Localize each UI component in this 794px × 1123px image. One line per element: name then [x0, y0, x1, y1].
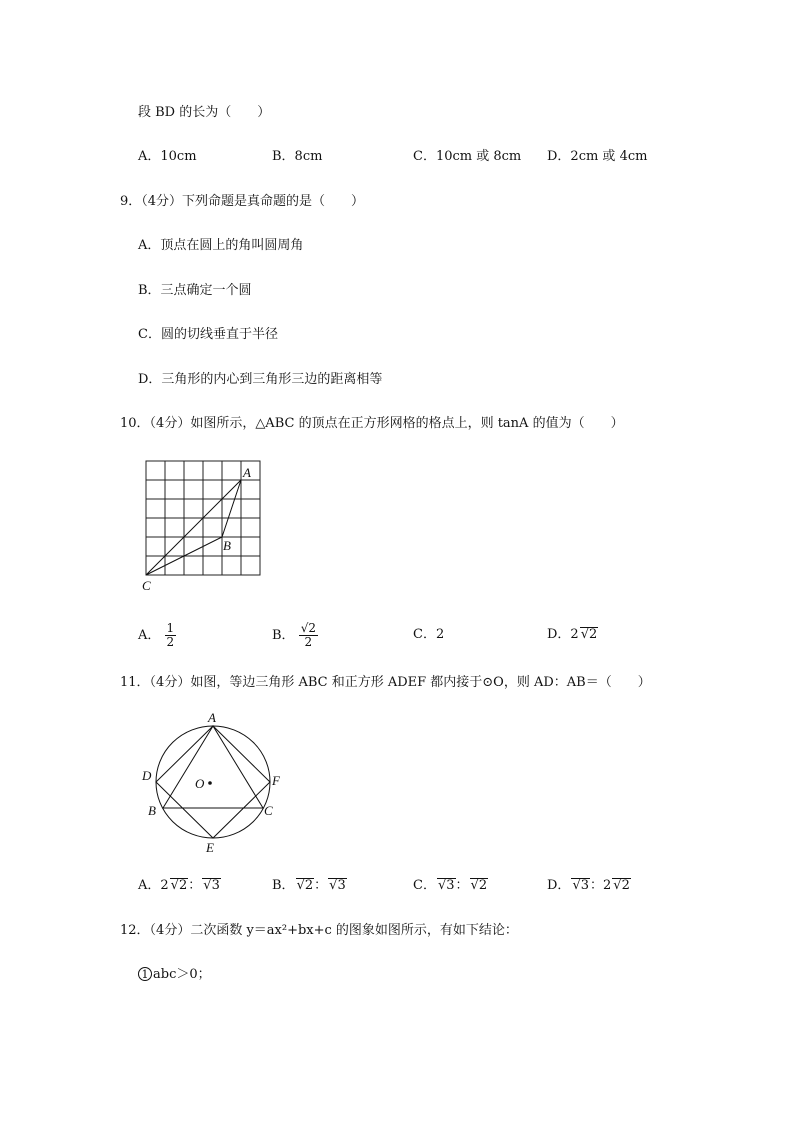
- q11-option-c-prefix: C．: [413, 878, 436, 893]
- q12-item-1-text: abc＞0；: [153, 967, 211, 982]
- q11-option-b-radicand1: 2: [304, 878, 314, 893]
- q11-label-b: B: [148, 803, 156, 818]
- q11-circle-o: [156, 726, 270, 838]
- q11-option-a-radicand2: 3: [211, 878, 220, 893]
- q11-option-a-sqrt1: √2: [170, 878, 188, 893]
- q11-option-a-sqrt2: √3: [203, 878, 220, 893]
- q10-label-c: C: [142, 578, 151, 593]
- q11-option-d-sqrt2: √2: [613, 878, 630, 893]
- q11-option-d-sqrt1: √3: [572, 878, 590, 893]
- q9-option-d-text: D．三角形的内心到三角形三边的距离相等: [138, 372, 383, 387]
- q11-option-d-prefix: D．: [547, 878, 571, 893]
- q8-option-c[interactable]: [413, 148, 521, 166]
- q9-option-b[interactable]: [138, 282, 252, 300]
- q10-option-a-prefix: A．: [138, 628, 161, 643]
- q10-option-b-denominator: 2: [304, 635, 313, 649]
- q11-option-d-radicand2: 2: [621, 878, 630, 893]
- q11-option-d-radicand1: 3: [580, 878, 590, 893]
- q11-option-b-sqrt2: √3: [329, 878, 346, 893]
- q11-label-o: O: [195, 776, 205, 791]
- q11-option-b-prefix: B．: [272, 878, 295, 893]
- q11-option-b-sqrt1: √2: [296, 878, 314, 893]
- q11-circle-figure: [138, 712, 288, 862]
- q9-stem-text: 9．（4分）下列命题是真命题的是（ ）: [120, 194, 365, 209]
- q10-option-a-fraction: [165, 622, 177, 649]
- q11-label-e: E: [206, 840, 214, 855]
- q8-option-b[interactable]: [272, 148, 322, 166]
- q9-option-a[interactable]: [138, 237, 303, 255]
- q10-stem-text: 10．（4分）如图所示，△ABC 的顶点在正方形网格的格点上，则 tanA 的值为（ ）: [120, 416, 624, 431]
- q10-option-d-radicand: 2: [589, 627, 598, 642]
- q11-option-d-sep: ：2: [590, 878, 612, 893]
- q11-option-b-radicand2: 3: [337, 878, 346, 893]
- q10-grid-figure: [138, 455, 268, 595]
- q11-option-c-radicand2: 2: [478, 878, 488, 893]
- q10-option-c-text: C．2: [413, 627, 445, 642]
- q9-option-b-text: B．三点确定一个圆: [138, 283, 252, 298]
- q11-option-c-sqrt1: √3: [437, 878, 455, 893]
- q11-square-adef: [156, 726, 270, 838]
- q11-option-a-radicand1: 2: [178, 878, 188, 893]
- q11-option-a-sep: ：: [188, 878, 202, 893]
- q11-stem: [120, 674, 651, 692]
- q8-option-d-text: D．2cm 或 4cm: [547, 149, 648, 164]
- q11-label-c: C: [264, 803, 273, 818]
- q11-option-d[interactable]: [547, 877, 631, 895]
- q8-option-b-text: B．8cm: [272, 149, 323, 164]
- q11-option-a-prefix: A．2: [138, 878, 169, 893]
- q9-option-d[interactable]: [138, 371, 382, 389]
- q12-stem: [120, 922, 518, 940]
- q10-option-b-numerator: √2: [300, 621, 316, 635]
- q10-label-a: A: [243, 465, 251, 480]
- q11-option-c-sep: ：: [455, 878, 469, 893]
- q8-option-d[interactable]: [547, 148, 647, 166]
- q8-stem-tail: [138, 104, 270, 122]
- q8-option-a[interactable]: [138, 148, 197, 166]
- circled-number-1-icon: 1: [138, 967, 152, 981]
- q10-option-a-denominator: 2: [166, 635, 175, 649]
- q11-label-a: A: [208, 712, 216, 725]
- q10-option-c[interactable]: [413, 626, 444, 644]
- q11-stem-text: 11．（4分）如图，等边三角形 ABC 和正方形 ADEF 都内接于⊙O，则 AD：AB＝（ ）: [120, 675, 651, 690]
- q10-option-d-prefix: D．2: [547, 627, 579, 642]
- q9-option-c-text: C．圆的切线垂直于半径: [138, 327, 278, 342]
- q11-option-b[interactable]: [272, 877, 347, 895]
- q10-stem: [120, 415, 624, 433]
- q12-item-1: [138, 966, 211, 984]
- q9-option-a-text: A．顶点在圆上的角叫圆周角: [138, 238, 304, 253]
- q10-triangle-abc: [146, 480, 241, 575]
- q9-option-c[interactable]: [138, 326, 278, 344]
- q11-label-d: D: [142, 768, 152, 783]
- q11-label-f: F: [272, 773, 280, 788]
- q10-option-b[interactable]: [272, 622, 318, 649]
- q11-option-c-radicand1: 3: [446, 878, 455, 893]
- q10-option-a[interactable]: [138, 622, 176, 649]
- q8-option-c-text: C．10cm 或 8cm: [413, 149, 522, 164]
- q10-option-d[interactable]: [547, 626, 598, 644]
- q10-option-a-numerator: 1: [166, 621, 175, 635]
- q11-option-c[interactable]: [413, 877, 488, 895]
- q8-option-a-text: A．10cm: [138, 149, 197, 164]
- q11-option-b-sep: ：: [314, 878, 328, 893]
- q11-option-a[interactable]: [138, 877, 221, 895]
- q11-center-dot: [208, 781, 212, 785]
- q10-option-b-fraction: [299, 622, 318, 649]
- q12-stem-text: 12．（4分）二次函数 y＝ax²+bx+c 的图象如图所示，有如下结论：: [120, 923, 518, 938]
- q10-label-b: B: [223, 538, 231, 553]
- q9-stem: [120, 193, 364, 211]
- q8-tail-text: 段 BD 的长为（ ）: [138, 105, 271, 120]
- q10-option-b-prefix: B．: [272, 628, 295, 643]
- q10-option-d-sqrt: √2: [580, 627, 598, 642]
- q11-option-c-sqrt2: √2: [470, 878, 488, 893]
